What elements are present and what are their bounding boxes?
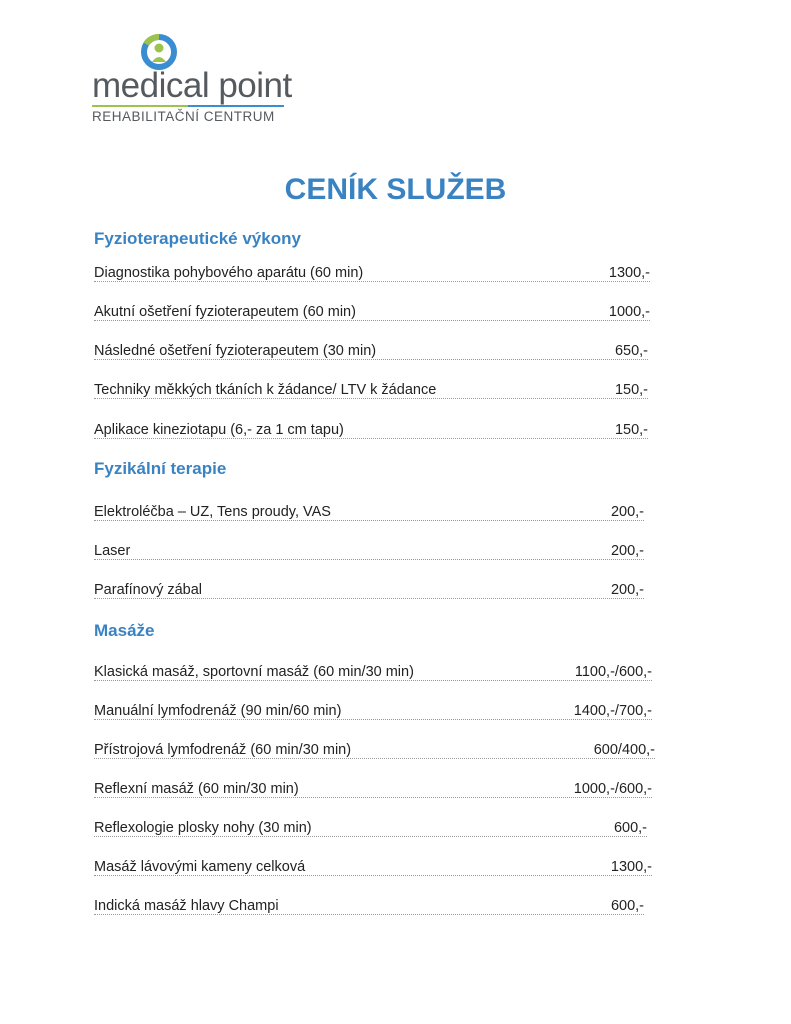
service-price: 1100,-/600,- — [574, 664, 652, 680]
service-price: 150,- — [614, 422, 648, 438]
service-price: 600,- — [610, 898, 644, 914]
price-row — [94, 263, 650, 283]
price-row — [94, 341, 648, 361]
price-row — [94, 541, 644, 561]
service-label: Klasická masáž, sportovní masáž (60 min/30 min) — [94, 664, 414, 680]
service-label: Techniky měkkých tkáních k žádance/ LTV k žádance — [94, 382, 437, 398]
price-row — [94, 502, 644, 522]
price-row — [94, 420, 648, 440]
dotted-leader — [94, 559, 644, 560]
service-label: Parafínový zábal — [94, 582, 203, 598]
section-heading-fyzikalni-terapie: Fyzikální terapie — [94, 459, 227, 478]
price-row — [94, 662, 652, 682]
service-price: 150,- — [614, 382, 648, 398]
service-price: 1400,-/700,- — [573, 703, 652, 719]
service-price: 1300,- — [608, 265, 650, 281]
price-row — [94, 580, 644, 600]
service-label: Diagnostika pohybového aparátu (60 min) — [94, 265, 364, 281]
service-label: Laser — [94, 543, 131, 559]
logo-rule-green — [92, 105, 188, 107]
price-row — [94, 701, 652, 721]
price-row — [94, 818, 647, 838]
price-row — [94, 779, 652, 799]
section-heading-fyzioterapeuticke-vykony: Fyzioterapeutické výkony — [94, 229, 301, 248]
logo-subtitle: REHABILITAČNÍ CENTRUM — [92, 109, 275, 124]
service-label: Reflexologie plosky nohy (30 min) — [94, 820, 312, 836]
service-price: 1000,- — [608, 304, 650, 320]
service-label: Aplikace kineziotapu (6,- za 1 cm tapu) — [94, 422, 344, 438]
service-label: Akutní ošetření fyzioterapeutem (60 min) — [94, 304, 356, 320]
service-price: 650,- — [614, 343, 648, 359]
section-heading-masaze: Masáže — [94, 621, 155, 640]
service-price: 1000,-/600,- — [573, 781, 652, 797]
service-price: 200,- — [610, 504, 644, 520]
service-price: 600,- — [613, 820, 647, 836]
service-label: Elektroléčba – UZ, Tens proudy, VAS — [94, 504, 331, 520]
service-label: Reflexní masáž (60 min/30 min) — [94, 781, 299, 797]
price-row — [94, 302, 650, 322]
service-label: Indická masáž hlavy Champi — [94, 898, 279, 914]
logo — [92, 32, 292, 128]
price-row — [94, 857, 652, 877]
service-price: 200,- — [610, 543, 644, 559]
service-label: Masáž lávovými kameny celková — [94, 859, 306, 875]
service-price: 600/400,- — [593, 742, 655, 758]
price-row — [94, 740, 655, 760]
logo-name: medical point — [92, 66, 292, 105]
logo-rule-blue — [188, 105, 284, 107]
service-price: 1300,- — [610, 859, 652, 875]
service-price: 200,- — [610, 582, 644, 598]
price-row — [94, 896, 644, 916]
service-label: Manuální lymfodrenáž (90 min/60 min) — [94, 703, 342, 719]
service-label: Přístrojová lymfodrenáž (60 min/30 min) — [94, 742, 352, 758]
service-label: Následné ošetření fyzioterapeutem (30 min) — [94, 343, 377, 359]
price-row — [94, 380, 648, 400]
page-title: CENÍK SLUŽEB — [284, 173, 507, 206]
